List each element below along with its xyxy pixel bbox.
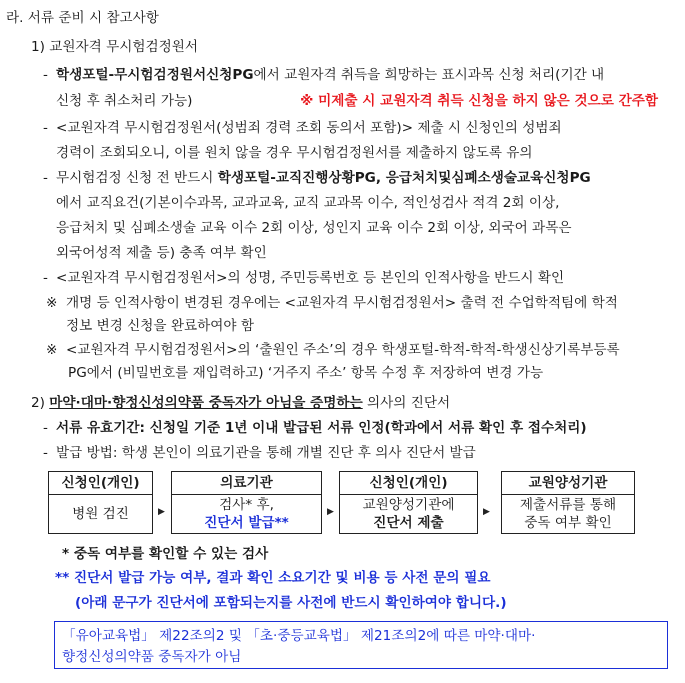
bullet-dash: -	[43, 120, 48, 136]
subsection-2-number: 2)	[31, 395, 45, 411]
bullet-3-line-1	[56, 172, 591, 186]
flow-step-head: 신청인(개인)	[49, 472, 152, 495]
legal-clause-line-1	[62, 630, 659, 644]
flow-step-text-bold: 진단서 제출	[373, 515, 444, 531]
subsection-2-title-underlined: 마약·대마·향정신성의약품 중독자가 아님을 증명하는	[49, 395, 363, 411]
portal-menu-name: 학생포털-무시험검정원서신청PG	[56, 67, 254, 83]
flow-arrow-icon: ▶	[327, 507, 334, 517]
bullet-3-text: 무시험검정 신청 전 반드시	[56, 170, 214, 186]
subsection-2-title	[31, 397, 450, 411]
flow-step-applicant	[48, 471, 153, 534]
bullet-1-text: 신청 후 취소처리 가능)	[56, 93, 193, 109]
note-mark: ※	[46, 342, 58, 358]
note-mark: ※	[46, 295, 58, 311]
bullet-dash: -	[43, 270, 48, 286]
flow-step-text: 중독 여부 확인	[524, 515, 612, 531]
flow-step-text: 제출서류를 통해	[519, 496, 617, 513]
bullet-2-line-1: <교원자격 무시험검정원서(성범죄 경력 조회 동의서 포함)> 제출 시 신청인의 성범죄	[56, 120, 562, 136]
flow-step-head: 교원양성기관	[502, 472, 634, 495]
section-heading: 라. 서류 준비 시 참고사항	[6, 10, 159, 26]
legal-clause-line-2: 향정신성의약품 중독자가 아님	[62, 649, 242, 665]
flow-step-applicant-submit	[339, 471, 478, 534]
subsection-1-title: 1) 교원자격 무시험검정원서	[31, 39, 199, 55]
flow-step-teacher-training-institution	[501, 471, 635, 534]
note-2-line-1: <교원자격 무시험검정원서>의 ‘출원인 주소’의 경우 학생포털-학적-학적-학생신상기록부등록	[66, 342, 620, 358]
validity-period-text: 서류 유효기간: 신청일 기준 1년 이내 발급된 서류 인정(학과에서 서류 확인 후 접수처리)	[56, 420, 587, 436]
flow-step-medical-institution	[171, 471, 322, 534]
bullet-3-line-3: 응급처치 및 심폐소생술 교육 이수 2회 이상, 성인지 교육 이수 2회 이상, 외국어 과목은	[56, 220, 572, 236]
footnote-1: * 중독 여부를 확인할 수 있는 검사	[62, 546, 269, 562]
flow-step-text-highlight: 진단서 발급**	[204, 515, 289, 531]
bullet-2-line-2: 경력이 조회되오니, 이를 원치 않을 경우 무시험검정원서를 제출하지 않도록 유의	[56, 145, 533, 161]
flow-arrow-icon: ▶	[483, 507, 490, 517]
issue-method-text: 발급 방법: 학생 본인이 의료기관을 통해 개별 진단 후 의사 진단서 발급	[56, 445, 476, 461]
legal-clause-text: 「유아교육법」 제22조의2 및 「초·중등교육법」 제21조의2에 따른 마약·대마·	[62, 628, 536, 644]
subsection-2-title-rest: 의사의 진단서	[367, 395, 451, 411]
bullet-3-line-4: 외국어성적 제출 등) 충족 여부 확인	[56, 245, 267, 261]
flow-step-text: 교원양성기관에	[362, 496, 455, 513]
bullet-1-line-2	[56, 95, 658, 109]
portal-menu-name: 학생포털-교직진행상황PG, 응급처치및심폐소생술교육신청PG	[217, 170, 591, 186]
bullet-4-line-1: <교원자격 무시험검정원서>의 성명, 주민등록번호 등 본인의 인적사항을 반드시 확인	[56, 270, 565, 286]
note-1-line-2: 정보 변경 신청을 완료하여야 함	[66, 318, 254, 334]
bullet-1-text: 에서 교원자격 취득을 희망하는 표시과목 신청 처리(기간 내	[253, 67, 605, 83]
footnote-3: (아래 문구가 진단서에 포함되는지를 사전에 반드시 확인하여야 합니다.)	[75, 595, 507, 611]
flow-step-head: 의료기관	[172, 472, 321, 495]
bullet-1-line-1	[56, 69, 672, 83]
bullet-dash: -	[43, 445, 48, 461]
bullet-3-line-2: 에서 교직요건(기본이수과목, 교과교육, 교직 교과목 이수, 적인성검사 적격 2회 이상,	[56, 195, 560, 211]
bullet-dash: -	[43, 420, 48, 436]
flow-step-text: 검사* 후,	[219, 496, 274, 513]
note-1-line-1: 개명 등 인적사항이 변경된 경우에는 <교원자격 무시험검정원서> 출력 전 수업학적팀에 학적	[66, 295, 618, 311]
bullet-dash: -	[43, 170, 48, 186]
note-2-line-2: PG에서 (비밀번호를 재입력하고) ‘거주지 주소’ 항목 수정 후 저장하여 변경 가능	[68, 365, 544, 381]
flow-step-text: 병원 검진	[72, 505, 129, 522]
flow-step-head: 신청인(개인)	[340, 472, 477, 495]
bullet-dash: -	[43, 67, 48, 83]
warning-text: ※ 미제출 시 교원자격 취득 신청을 하지 않은 것으로 간주함	[300, 93, 658, 109]
footnote-2: ** 진단서 발급 가능 여부, 결과 확인 소요기간 및 비용 등 사전 문의 필요	[55, 570, 491, 586]
legal-clause-box	[54, 621, 668, 669]
flow-arrow-icon: ▶	[158, 507, 165, 517]
